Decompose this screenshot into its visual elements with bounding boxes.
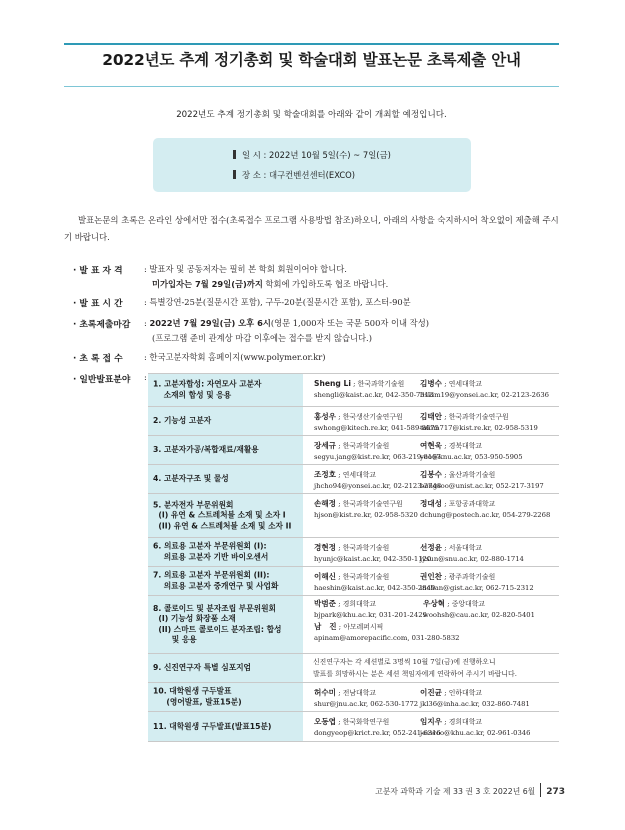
chair-contact: bskim19@yonsei.ac.kr, 02-2123-2636	[420, 391, 549, 399]
chair-separator: ;	[442, 500, 449, 508]
footer-divider	[540, 783, 541, 797]
chair-separator: ;	[442, 471, 449, 479]
chair-name: 김병수	[420, 379, 443, 388]
chair-organization: 경북대학교	[448, 442, 482, 450]
session-chair	[314, 687, 418, 710]
chair-separator: ;	[442, 380, 449, 388]
chair-organization: 서울대학교	[448, 544, 482, 552]
chair-separator: ;	[336, 544, 343, 552]
deadline-date: 2022년 7월 29일(금) 오후 6시	[149, 318, 271, 328]
session-chair	[420, 716, 530, 739]
chair-name: 허수미	[314, 688, 337, 697]
session-chair	[314, 621, 460, 644]
chair-name: 홍성우	[314, 412, 337, 421]
chair-contact: swhong@kitech.re.kr, 041-589-8675	[314, 424, 439, 432]
chair-name: 선정윤	[420, 543, 443, 552]
field-category-cell	[148, 494, 303, 537]
qualification-label: · 발 표 자 격	[73, 266, 123, 276]
chair-name: 경현정	[314, 543, 337, 552]
field-category-line: 6. 의료용 고분자 부문위원회 (I):	[153, 541, 267, 551]
chair-name: 오동엽	[314, 717, 337, 726]
chair-name: 권인찬	[420, 572, 443, 581]
bullet-bar-icon	[233, 150, 236, 159]
session-chair	[423, 598, 535, 621]
membership-deadline: 미가입자는 7월 29일(금)까지	[152, 279, 263, 289]
field-category-line: 소재의 합성 및 응용	[153, 390, 232, 399]
chair-separator: ;	[336, 413, 343, 421]
chair-contact: shengli@kaist.ac.kr, 042-350-7313	[314, 391, 434, 399]
table-bottom-rule	[148, 741, 559, 742]
field-category-line: 및 응용	[153, 635, 197, 644]
qualification-line1: : 발표자 및 공동저자는 필히 본 학회 회원이어야 합니다.	[144, 264, 347, 274]
chair-name: 남 진	[314, 622, 337, 631]
chair-contact: bjpark@khu.ac.kr, 031-201-2429	[314, 611, 427, 619]
time-label: · 발 표 시 간	[73, 299, 123, 309]
chair-organization: 한국과학기술연구원	[448, 413, 509, 421]
chair-organization: 경희대학교	[342, 600, 376, 608]
chair-organization: 아모레퍼시픽	[343, 623, 384, 631]
field-category-cell	[148, 538, 303, 566]
session-chair	[314, 598, 427, 621]
chair-contact: takim717@kist.re.kr, 02-958-5319	[420, 424, 538, 432]
page-footer	[375, 783, 565, 797]
fields-label: · 일반발표분야	[73, 375, 131, 385]
deadline-note: (프로그램 준비 관계상 마감 이후에는 접수를 받지 않습니다.)	[152, 333, 372, 343]
field-category-line: 2. 기능성 고분자	[153, 415, 212, 425]
table-row	[148, 537, 559, 566]
session-chair	[420, 571, 534, 594]
chair-separator: ;	[445, 600, 452, 608]
chair-organization: 한국과학기술원	[342, 544, 390, 552]
table-row	[148, 373, 559, 406]
chair-name: 이진균	[420, 688, 443, 697]
chair-contact: shur@jnu.ac.kr, 062-530-1772	[314, 700, 419, 708]
chair-organization: 한국과학기술연구원	[342, 500, 403, 508]
chair-name: 박범준	[314, 599, 337, 608]
field-category-line: 4. 고분자구조 및 물성	[153, 473, 229, 483]
chair-name: Sheng Li	[314, 379, 351, 388]
field-category-cell	[148, 683, 303, 711]
receipt-value: : 한국고분자학회 홈페이지(www.polymer.or.kr)	[144, 352, 326, 362]
chair-organization: 한국생산기술연구원	[342, 413, 403, 421]
event-info-box	[153, 138, 471, 192]
chair-contact: jeewoo@khu.ac.kr, 02-961-0346	[420, 729, 531, 737]
chair-separator: ;	[442, 413, 449, 421]
chair-separator: ;	[442, 573, 449, 581]
chair-organization: 한국화학연구원	[342, 718, 390, 726]
chair-name: 김봉수	[420, 470, 443, 479]
session-chair	[314, 498, 418, 521]
chair-name: 조정호	[314, 470, 337, 479]
table-row	[148, 406, 559, 435]
field-category-line: 1. 고분자합성: 자연모사 고분자	[153, 379, 262, 389]
chair-contact: haeshin@kaist.ac.kr, 042-350-2849	[314, 584, 436, 592]
chair-separator: ;	[336, 600, 343, 608]
field-category-cell	[148, 465, 303, 493]
chair-separator: ;	[442, 544, 449, 552]
chair-separator: ;	[336, 573, 343, 581]
chair-organization: 울산과학기술원	[448, 471, 496, 479]
session-chair	[420, 542, 524, 565]
table-row	[148, 435, 559, 464]
qualification-line2	[152, 278, 388, 290]
session-chair	[420, 378, 549, 401]
session-chair	[420, 687, 530, 710]
field-category-line: (II) 유연 & 스트레처블 소재 및 소자 II	[153, 520, 292, 530]
table-row	[148, 493, 559, 537]
table-row	[148, 653, 559, 682]
chair-organization: 한국과학기술원	[342, 442, 390, 450]
field-category-line: 의료용 고분자 중개연구 및 사업화	[153, 581, 279, 590]
field-category-cell	[148, 567, 303, 595]
chair-organization: 인하대학교	[448, 689, 482, 697]
session-note: 신진연구자는 각 세션별로 3명씩 10월 7일(금)에 진행하오니	[313, 658, 496, 666]
chair-separator: ;	[442, 442, 449, 450]
session-chair	[314, 378, 433, 401]
field-category-line: (I) 유연 & 스트레처블 소재 및 소자 I	[153, 510, 286, 520]
chair-organization: 한국과학기술원	[357, 380, 405, 388]
event-date	[233, 149, 391, 161]
fields-table	[148, 373, 559, 745]
field-category-line: 9. 신진연구자 특별 심포지엄	[153, 662, 251, 672]
deadline-label: · 초록제출마감	[73, 320, 131, 330]
session-chair	[420, 469, 544, 492]
chair-contact: jkl36@inha.ac.kr, 032-860-7481	[420, 700, 530, 708]
chair-name: 장세규	[314, 441, 337, 450]
chair-name: 임지우	[420, 717, 443, 726]
chair-separator: ;	[336, 471, 343, 479]
session-chair	[420, 498, 550, 521]
chair-contact: jysun@snu.ac.kr, 02-880-1714	[420, 555, 524, 563]
date-label: 일 시 :	[242, 150, 269, 160]
place-value: 대구컨벤션센터(EXCO)	[269, 170, 356, 180]
field-category-cell	[148, 654, 303, 682]
page-number: 273	[546, 787, 565, 797]
chair-organization: 포항공과대학교	[448, 500, 496, 508]
field-category-cell	[148, 436, 303, 464]
bullet-bar-icon	[233, 170, 236, 179]
table-row	[148, 711, 559, 741]
field-category-line: 11. 대학원생 구두발표(발표15분)	[153, 721, 272, 731]
chair-organization: 연세대학교	[448, 380, 482, 388]
notice-text: 발표논문의 초록은 온라인 상에서만 접수(초록접수 프로그램 사용방법 참조)하오니, 아래의 사항을 숙지하시어 착오없이 제출해 주시기 바랍니다.	[64, 215, 559, 242]
table-row	[148, 595, 559, 653]
field-category-line: (영어발표, 발표15분)	[153, 697, 242, 706]
table-row	[148, 464, 559, 493]
session-chair	[420, 411, 538, 434]
session-chair	[314, 571, 435, 594]
chair-contact: yeo@knu.ac.kr, 053-950-5905	[420, 453, 523, 461]
time-value: : 특별강연-25분(질문시간 포함), 구두-20분(질문시간 포함), 포스터-90분	[144, 297, 411, 307]
chair-name: 이해신	[314, 572, 337, 581]
field-category-line: 10. 대학원생 구두발표	[153, 686, 232, 696]
chair-separator: ;	[442, 718, 449, 726]
field-category-cell	[148, 374, 303, 406]
chair-organization: 경희대학교	[448, 718, 482, 726]
event-place	[233, 169, 355, 181]
chair-contact: segyu.jang@kist.re.kr, 063-219-8167	[314, 453, 441, 461]
chair-organization: 광주과학기술원	[448, 573, 496, 581]
chair-name: 우상혁	[423, 599, 446, 608]
session-chair	[314, 542, 431, 565]
chair-separator: ;	[336, 689, 343, 697]
intro-text: 2022년도 추계 정기총회 및 학술대회를 아래와 같이 개최할 예정입니다.	[176, 110, 447, 120]
chair-contact: apinam@amorepacific.com, 031-280-5832	[314, 634, 460, 642]
field-category-line: 8. 콜로이드 및 분자조립 부문위원회	[153, 603, 276, 613]
chair-contact: hyunjc@kaist.ac.kr, 042-350-1120	[314, 555, 432, 563]
date-value: 2022년 10월 5일(수) ~ 7일(금)	[269, 150, 391, 160]
page-title: 2022년도 추계 정기총회 및 학술대회 발표논문 초록제출 안내	[102, 51, 521, 69]
membership-note: 학회에 가입하도록 협조 바랍니다.	[262, 279, 389, 289]
field-category-line: 5. 분자전자 부문위원회	[153, 499, 234, 509]
chair-contact: woohsh@cau.ac.kr, 02-820-5401	[423, 611, 535, 619]
field-category-cell	[148, 407, 303, 435]
session-note: 발표를 희망하시는 분은 세션 책임자에게 연락하여 주시기 바랍니다.	[313, 670, 517, 678]
chair-contact: dchung@postech.ac.kr, 054-279-2268	[420, 511, 551, 519]
journal-info: 고분자 과학과 기술 제 33 권 3 호 2022년 6월	[375, 787, 536, 796]
field-category-line: 의료용 고분자 기반 바이오센서	[153, 552, 269, 561]
chair-contact: bongsoo@unist.ac.kr, 052-217-3197	[420, 482, 544, 490]
field-category-line: 7. 의료용 고분자 부문위원회 (II):	[153, 570, 270, 580]
chair-separator: ;	[336, 500, 343, 508]
field-category-line: (I) 기능성 화장품 소재	[153, 614, 236, 623]
table-row	[148, 682, 559, 711]
chair-name: 손해정	[314, 499, 337, 508]
chair-contact: jhcho94@yonsei.ac.kr, 02-2123-2748	[314, 482, 442, 490]
receipt-label: · 초 록 접 수	[73, 354, 123, 364]
chair-separator: ;	[336, 718, 343, 726]
chair-separator: ;	[442, 689, 449, 697]
chair-contact: dongyeop@krict.re.kr, 052-241-6316	[314, 729, 441, 737]
deadline-value	[144, 317, 429, 329]
chair-organization: 연세대학교	[342, 471, 376, 479]
table-row	[148, 566, 559, 595]
chair-name: 정대성	[420, 499, 443, 508]
place-label: 장 소 :	[242, 170, 269, 180]
field-category-line: (II) 스마트 콜로이드 분자조립: 합성	[153, 624, 282, 634]
chair-separator: ;	[350, 380, 358, 388]
chair-organization: 전남대학교	[342, 689, 376, 697]
fields-colon: :	[144, 372, 147, 382]
session-chair	[420, 440, 523, 463]
deadline-length: (영문 1,000자 또는 국문 500자 이내 작성)	[270, 318, 429, 328]
chair-organization: 중앙대학교	[451, 600, 485, 608]
field-category-line: 3. 고분자가공/복합재료/재활용	[153, 444, 259, 454]
field-category-cell	[148, 712, 303, 741]
chair-name: 김태안	[420, 412, 443, 421]
chair-organization: 한국과학기술원	[342, 573, 390, 581]
chair-separator: ;	[336, 623, 344, 631]
deadline-colon: :	[144, 318, 150, 328]
chair-name: 여현욱	[420, 441, 443, 450]
field-category-cell	[148, 596, 303, 653]
chair-separator: ;	[336, 442, 343, 450]
chair-contact: inchan@gist.ac.kr, 062-715-2312	[420, 584, 534, 592]
chair-contact: hjson@kist.re.kr, 02-958-5320	[314, 511, 418, 519]
